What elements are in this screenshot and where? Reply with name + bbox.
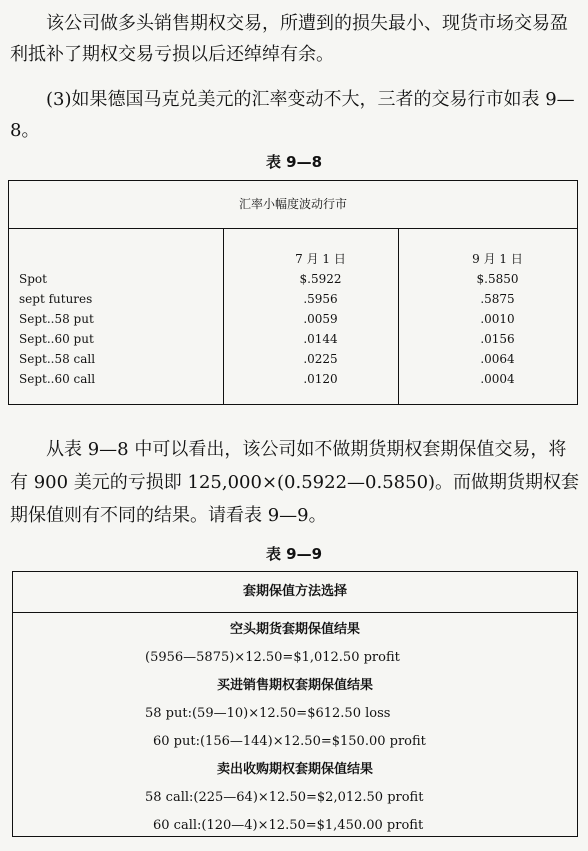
table-9-9-caption: 表 9—9 <box>265 545 323 563</box>
table-row <box>9 329 577 349</box>
table-9-8-caption: 表 9—8 <box>265 153 323 171</box>
table-cell: sept futures <box>19 292 93 306</box>
paragraph-conclusion: 该公司做多头销售期权交易，所遭到的损失最小、现货市场交易盈利抵补了期权交易亏损以后还绰绰有余。 <box>10 13 568 65</box>
result-heading: 买进销售期权套期保值结果 <box>216 678 373 693</box>
table-row <box>9 289 577 309</box>
table-cell: .0004 <box>480 372 515 386</box>
table-cell: .0059 <box>303 312 338 326</box>
result-calculation: 60 call:(120—4)×12.50=$1,450.00 profit <box>153 818 424 833</box>
result-calculation: 60 put:(156—144)×12.50=$150.00 profit <box>153 734 426 749</box>
header-cell <box>9 249 223 269</box>
table-9-8-body <box>9 249 577 389</box>
table-cell: Sept..60 put <box>19 332 94 346</box>
table-9-9-title: 套期保值方法选择 <box>13 572 577 613</box>
header-cell-july: 7 月 1 日 <box>295 252 346 266</box>
table-9-9-body <box>13 616 577 840</box>
table-row <box>9 269 577 289</box>
table-row <box>9 309 577 329</box>
table-cell: .0144 <box>303 332 338 346</box>
result-heading: 空头期货套期保值结果 <box>229 622 360 637</box>
table-cell: Sept..58 put <box>19 312 94 326</box>
table-cell: .0156 <box>480 332 515 346</box>
result-heading: 卖出收购期权套期保值结果 <box>216 762 373 777</box>
table-cell: .0010 <box>480 312 515 326</box>
paragraph-scenario-3: (3)如果德国马克兑美元的汇率变动不大，三者的交易行市如表 9—8。 <box>10 89 575 141</box>
result-calculation: 58 put:(59—10)×12.50=$612.50 loss <box>145 706 391 721</box>
header-cell-september: 9 月 1 日 <box>472 252 523 266</box>
table-cell: .0225 <box>303 352 338 366</box>
table-cell: Sept..58 call <box>19 352 96 366</box>
table-9-8-title: 汇率小幅度波动行市 <box>9 181 577 229</box>
table-9-8 <box>8 180 578 405</box>
table-cell: Sept..60 call <box>19 372 96 386</box>
table-cell: $.5922 <box>299 272 342 286</box>
paragraph-analysis: 从表 9—8 中可以看出，该公司如不做期货期权套期保值交易，将有 900 美元的亏损即 125,000×(0.5922—0.5850)。而做期货期权套期保值则有不同的结果。请看表 9—9。 <box>10 439 580 526</box>
table-cell: .5875 <box>480 292 515 306</box>
table-header-row <box>9 249 577 269</box>
table-cell: .5956 <box>303 292 338 306</box>
table-cell: $.5850 <box>476 272 519 286</box>
table-row <box>9 349 577 369</box>
table-row <box>9 369 577 389</box>
result-calculation: (5956—5875)×12.50=$1,012.50 profit <box>145 650 400 665</box>
table-cell: Spot <box>19 272 47 286</box>
table-9-9 <box>12 571 578 837</box>
table-cell: .0120 <box>303 372 338 386</box>
table-cell: .0064 <box>480 352 515 366</box>
result-calculation: 58 call:(225—64)×12.50=$2,012.50 profit <box>145 790 424 805</box>
